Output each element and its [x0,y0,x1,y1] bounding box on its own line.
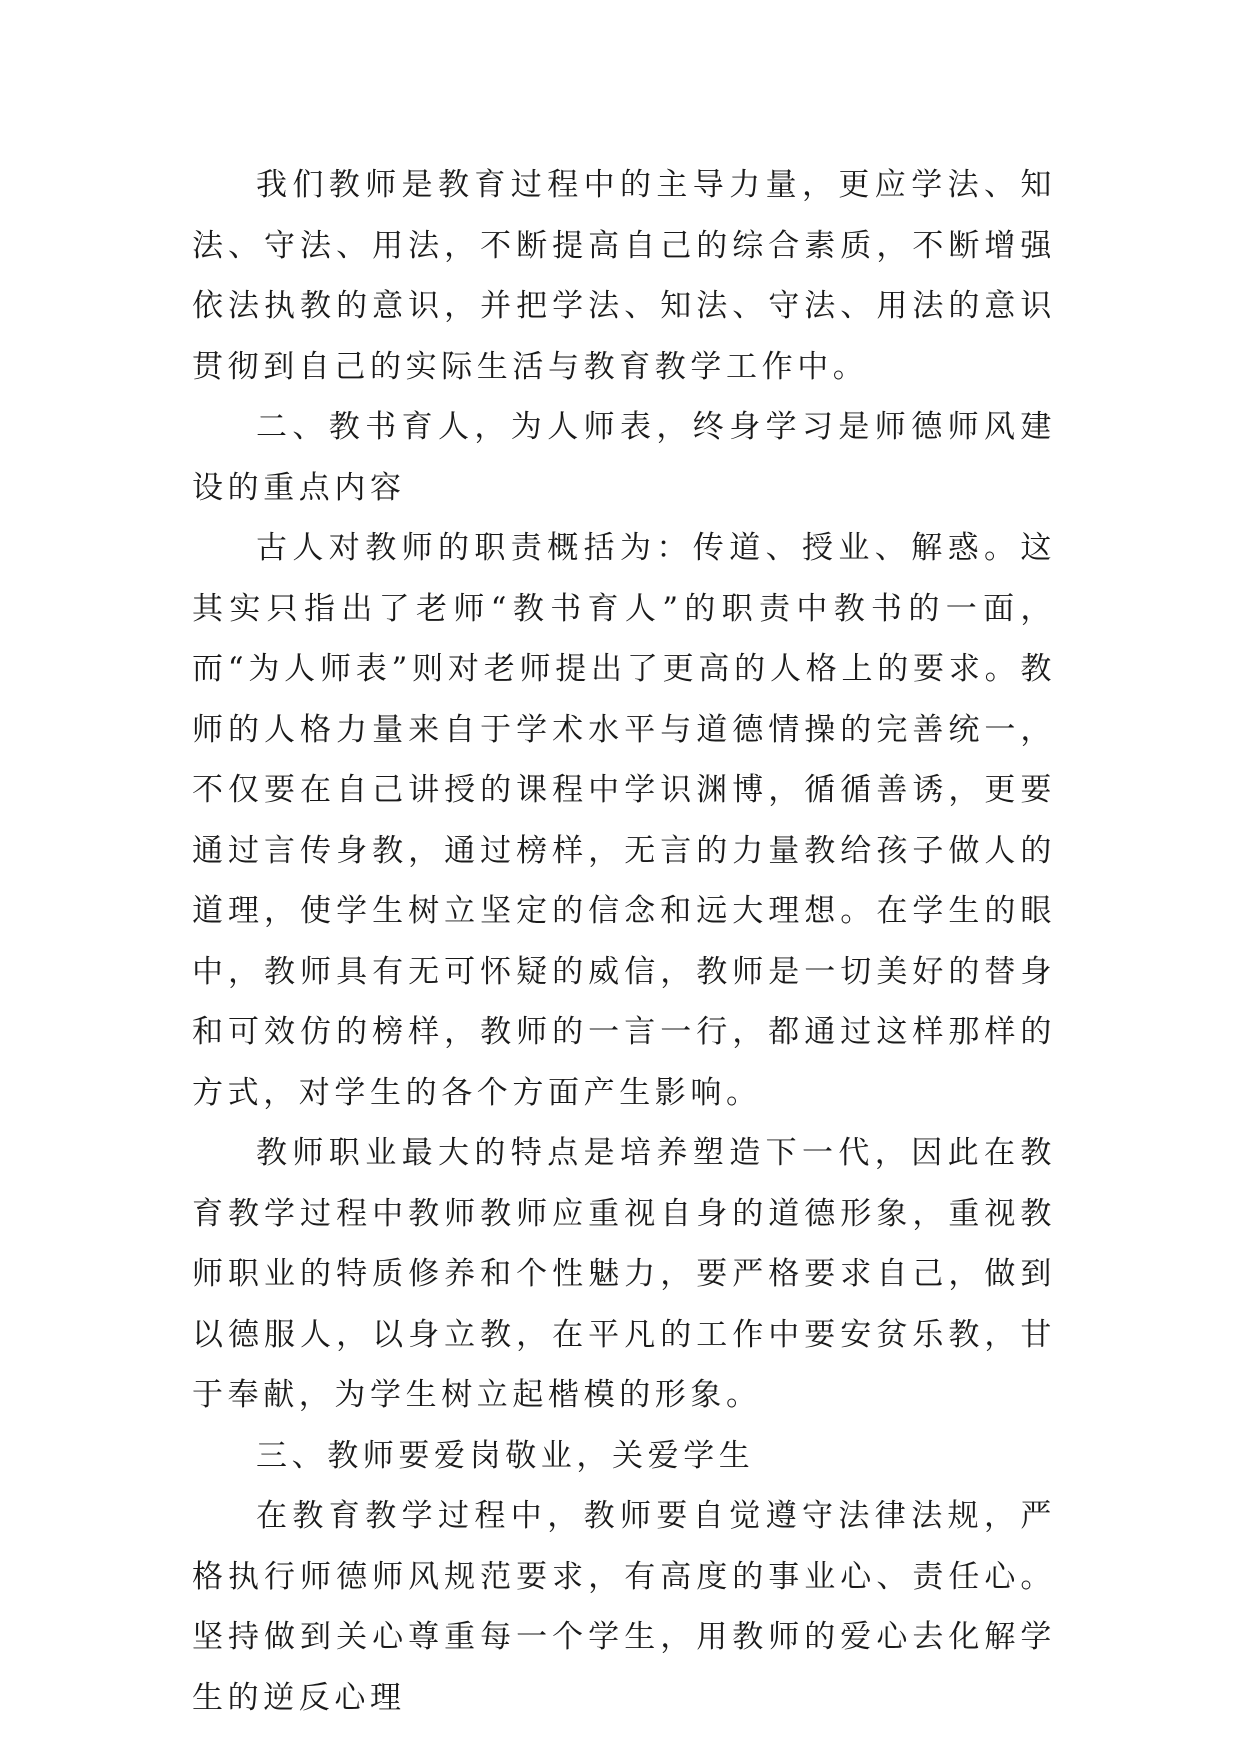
paragraph-love-job: 在教育教学过程中，教师要自觉遵守法律法规，严格执行师德师风规范要求，有高度的事业心、责任心。坚持做到关心尊重每一个学生，用教师的爱心去化解学生的逆反心理 [192,1498,1056,1716]
document-body [192,155,1056,1728]
section-heading-two: 二、教书育人，为人师表，终身学习是师德师风建设的重点内容 [192,409,1056,506]
paragraph-law-awareness: 我们教师是教育过程中的主导力量，更应学法、知法、守法、用法，不断提高自己的综合素质，不断增强依法执教的意识，并把学法、知法、守法、用法的意识贯彻到自己的实际生活与教育教学工作中。 [192,167,1056,385]
paragraph-teacher-profession: 教师职业最大的特点是培养塑造下一代，因此在教育教学过程中教师教师应重视自身的道德形象，重视教师职业的特质修养和个性魅力，要严格要求自己，做到以德服人，以身立教，在平凡的工作中要安贫乐教，甘于奉献，为学生树立起楷模的形象。 [192,1135,1056,1413]
section-heading-three: 三、教师要爱岗敬业，关爱学生 [256,1437,755,1474]
paragraph-teacher-duties: 古人对教师的职责概括为：传道、授业、解惑。这其实只指出了老师“教书育人”的职责中教书的一面，而“为人师表”则对老师提出了更高的人格上的要求。教师的人格力量来自于学术水平与道德情操的完善统一，不仅要在自己讲授的课程中学识渊博，循循善诱，更要通过言传身教，通过榜样，无言的力量教给孩子做人的道理，使学生树立坚定的信念和远大理想。在学生的眼中，教师具有无可怀疑的威信，教师是一切美好的替身和可效仿的榜样，教师的一言一行，都通过这样那样的方式，对学生的各个方面产生影响。 [192,530,1056,1111]
